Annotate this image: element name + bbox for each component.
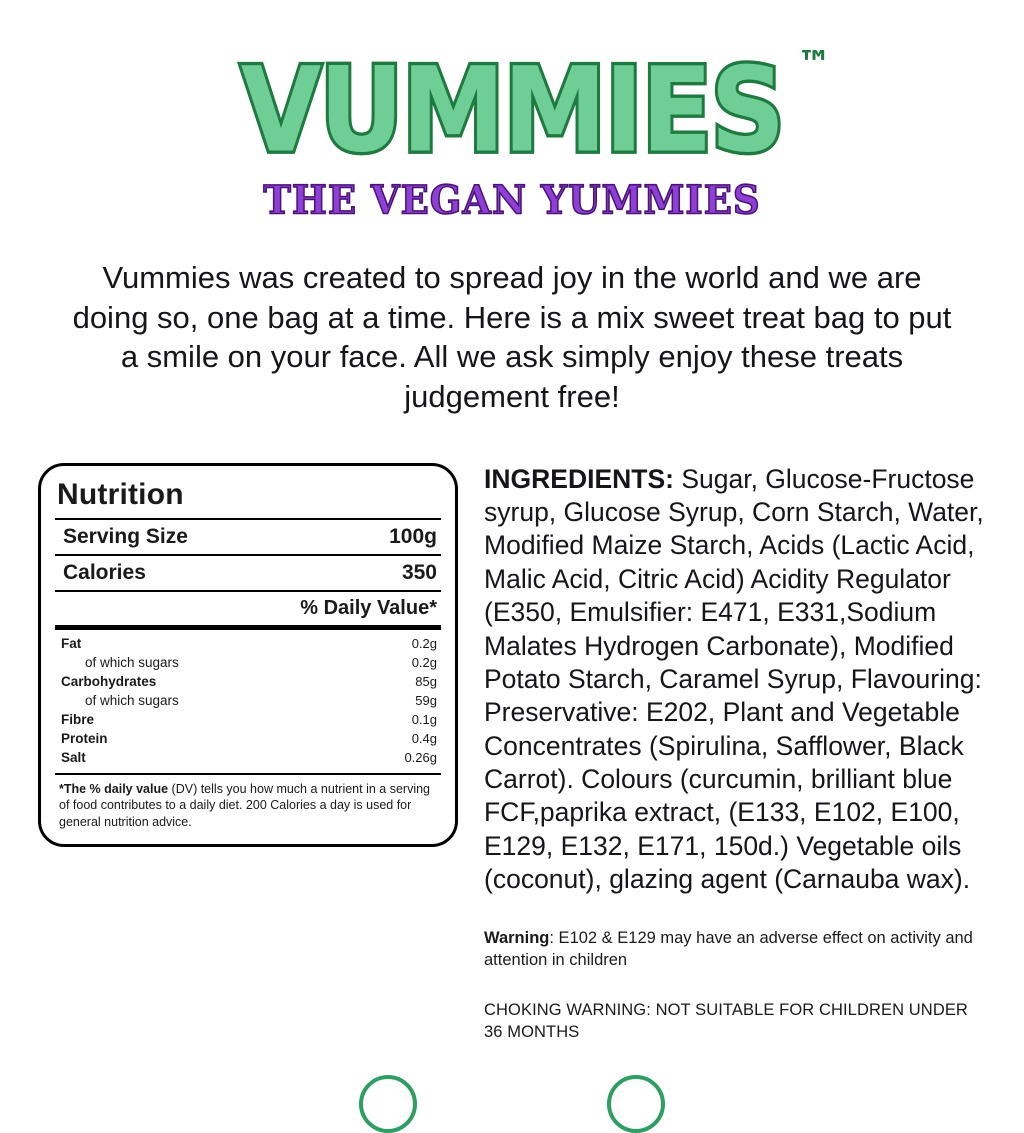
ingredients-body: Sugar, Glucose-Fructose syrup, Glucose Syrup, Corn Starch, Water, Modified Maize Starch, Acids (Lactic Acid, Malic Acid, Citric Acid) Acidity Regulator (E350, Emulsifier: E471, E331,Sodium Malates Hydrogen Carbonate), Modified Potato Starch, Caramel Syrup, Flavouring: Preservative: E202, Plant and Vegetable Concentrates (Spirulina, Safflower, Black Carrot). Colours (curcumin, brilliant blue FCF,paprika extract, (E133, E102, E100, E129, E132, E171, 150d.) Vegetable oils (coconut), glazing agent (Carnauba wax). [484,463,984,895]
ingredients-heading: NGREDIENTS: [491,463,674,494]
serving-size-value: 100g [389,524,437,548]
table-row [55,653,441,672]
nutrient-amount: 59g [415,692,437,708]
footnote-rest: (DV) tells you how much a nutrient in a serving of food contributes to a daily diet. 200 Calories a day is used for general nutrition advice. [59,781,430,829]
intro-paragraph: Vummies was created to spread joy in the world and we are doing so, one bag at a time. Here is a mix sweet treat bag to put a smile on your face. All we ask simply enjoy these treats judgement free! [72,260,952,415]
nutrition-serving-row [55,518,441,554]
nutrition-facts-panel [38,463,458,848]
table-row [55,634,441,653]
nutrition-title: Nutrition [57,477,184,511]
serving-size-label: Serving Size [63,524,188,548]
nutrient-amount: 0.1g [411,711,437,727]
content-columns [0,417,1024,1044]
nutrient-label: Carbohydrates [61,673,157,689]
nutrient-label: Fat [61,635,82,651]
nutrient-label: Protein [61,730,108,746]
nutrient-label: Fibre [61,711,95,727]
warning-label: Warning [484,928,550,947]
bottom-badges [0,1075,1024,1133]
brand-wordmark [240,41,830,179]
nutrient-label: Salt [61,749,86,765]
brand-wordmark-text: VUMMIES [240,41,784,179]
nutrient-label: of which sugars [85,692,179,708]
nutrient-amount: 85g [415,673,437,689]
nutrition-calories-row [55,554,441,590]
choking-warning: CHOKING WARNING: NOT SUITABLE FOR CHILDREN UNDER 36 MONTHS [484,1001,968,1042]
nutrient-amount: 0.26g [404,749,437,765]
table-row [55,691,441,710]
daily-value-header: % Daily Value* [55,590,441,625]
brand-tagline: THE VEGAN YUMMIES [263,176,761,224]
footnote-bold: *The % daily value [59,781,169,796]
ingredients-heading-first-letter: I [484,463,492,494]
additive-warning [484,927,990,972]
daily-value-footnote [55,773,441,833]
brand-logo [0,0,1024,222]
nutrient-amount: 0.4g [411,730,437,746]
table-row [55,729,441,748]
warning-text: : E102 & E129 may have an adverse effect on activity and attention in children [484,928,973,969]
nutrient-amount: 0.2g [411,654,437,670]
badge-icon-left [359,1075,417,1133]
badge-icon-right [607,1075,665,1133]
calories-label: Calories [63,560,146,584]
calories-value: 350 [401,560,437,584]
table-row [55,748,441,767]
table-row [55,710,441,729]
nutrient-label: of which sugars [85,654,179,670]
ingredients-column [484,463,990,1044]
nutrition-column [38,463,458,848]
ingredients-block [484,463,990,897]
nutrient-amount: 0.2g [411,635,437,651]
trademark-icon: ™ [797,43,830,85]
nutrient-table [55,625,441,767]
table-row [55,672,441,691]
